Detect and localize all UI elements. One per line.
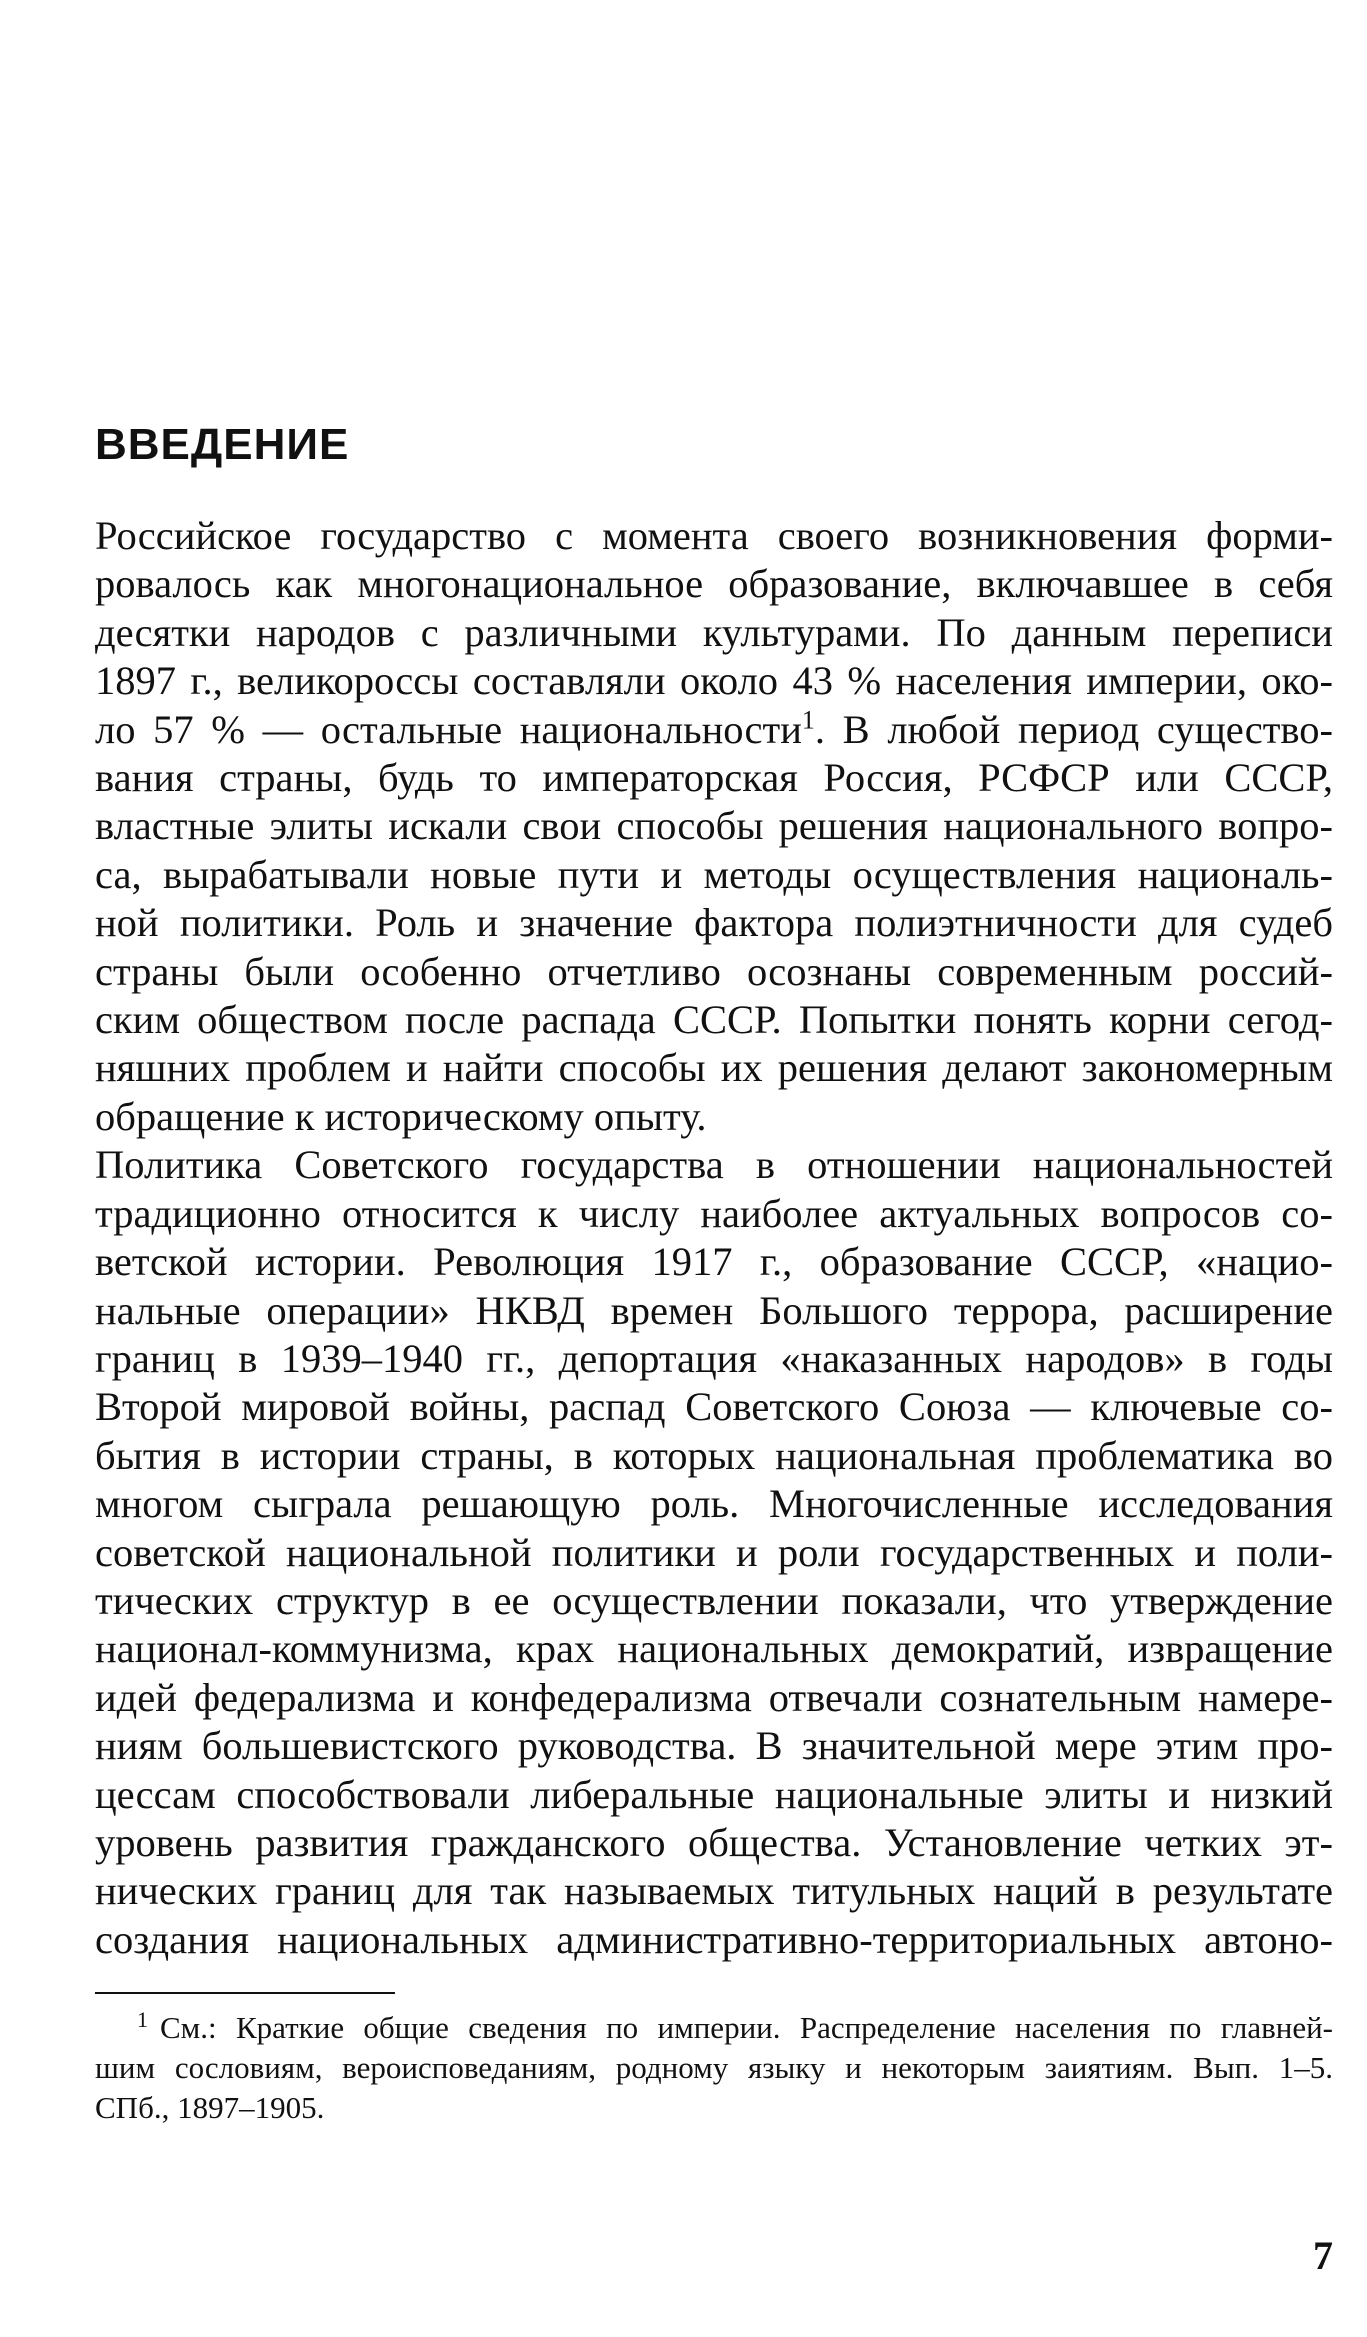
- text-line: национал-коммунизма, крах национальных демократий, извращение: [95, 1626, 1333, 1672]
- text-line: цессам способствовали либеральные национальные элиты и низкий: [95, 1771, 1333, 1817]
- text-line: традиционно относится к числу наиболее актуальных вопросов со-: [95, 1190, 1333, 1236]
- body-text: [95, 512, 1333, 1964]
- text-line: са, вырабатывали новые пути и методы осуществления националь-: [95, 851, 1333, 897]
- footnote-line: шим сословиям, вероисповеданиям, родному языку и некоторым заиятиям. Вып. 1–5.: [95, 2050, 1333, 2085]
- footnote-line: СПб., 1897–1905.: [95, 2090, 325, 2125]
- text-line: ло 57 % — остальные национальности$^1$. В любой период существо-: [95, 705, 1333, 752]
- text-line: няшних проблем и найти способы их решения делают закономерным: [95, 1045, 1333, 1091]
- text-line: нических границ для так называемых титульных наций в результате: [95, 1868, 1333, 1914]
- text-line: ровалось как многонациональное образование, включавшее в себя: [95, 561, 1333, 607]
- footnote-reference[interactable]: 1: [801, 705, 815, 735]
- text-line: нальные операции» НКВД времен Большого террора, расширение: [95, 1287, 1333, 1333]
- text-line: бытия в истории страны, в которых национальная проблематика во: [95, 1432, 1333, 1478]
- text-line: ветской истории. Революция 1917 г., образование СССР, «нацио-: [95, 1239, 1333, 1285]
- footnote-mark: 1: [137, 2006, 148, 2032]
- text-line: Второй мировой войны, распад Советского Союза — ключевые со-: [95, 1384, 1333, 1430]
- text-line: 1897 г., великороссы составляли около 43 % населения империи, око-: [95, 658, 1333, 704]
- footnote-line: $^1$ См.: Краткие общие сведения по империи. Распределение населения по главней-: [137, 2006, 1333, 2045]
- text-line: десятки народов с различными культурами. По данным переписи: [95, 609, 1333, 655]
- footnote: [95, 2008, 1333, 2128]
- text-line: границ в 1939–1940 гг., депортация «наказанных народов» в годы: [95, 1335, 1333, 1381]
- text-line: ниям большевистского руководства. В значительной мере этим про-: [95, 1723, 1333, 1769]
- text-line: вания страны, будь то императорская Россия, РСФСР или СССР,: [95, 755, 1333, 801]
- text-line: Политика Советского государства в отношении национальностей: [95, 1142, 1333, 1188]
- text-line: Российское государство с момента своего возникновения форми-: [95, 513, 1333, 558]
- text-line: идей федерализма и конфедерализма отвечали сознательным намере-: [95, 1674, 1333, 1720]
- text-line: страны были особенно отчетливо осознаны современным россий-: [95, 948, 1333, 994]
- text-line: ским обществом после распада СССР. Попытки понять корни сегод-: [95, 997, 1333, 1043]
- text-line: ной политики. Роль и значение фактора полиэтничности для судеб: [95, 900, 1333, 946]
- chapter-heading: ВВЕДЕНИЕ: [95, 420, 350, 469]
- page-number: 7: [1313, 2233, 1333, 2278]
- text-line: многом сыграла решающую роль. Многочисленные исследования: [95, 1481, 1333, 1527]
- text-line: уровень развития гражданского общества. Установление четких эт-: [95, 1819, 1333, 1865]
- text-line: властные элиты искали свои способы решения национального вопро-: [95, 803, 1333, 849]
- document-page: [95, 0, 1333, 2337]
- text-line: советской национальной политики и роли государственных и поли-: [95, 1529, 1333, 1575]
- text-line: создания национальных административно-территориальных автоно-: [95, 1916, 1333, 1962]
- text-line: тических структур в ее осуществлении показали, что утверждение: [95, 1577, 1333, 1623]
- footnote-divider: [95, 1992, 395, 1994]
- text-line: обращение к историческому опыту.: [95, 1093, 707, 1139]
